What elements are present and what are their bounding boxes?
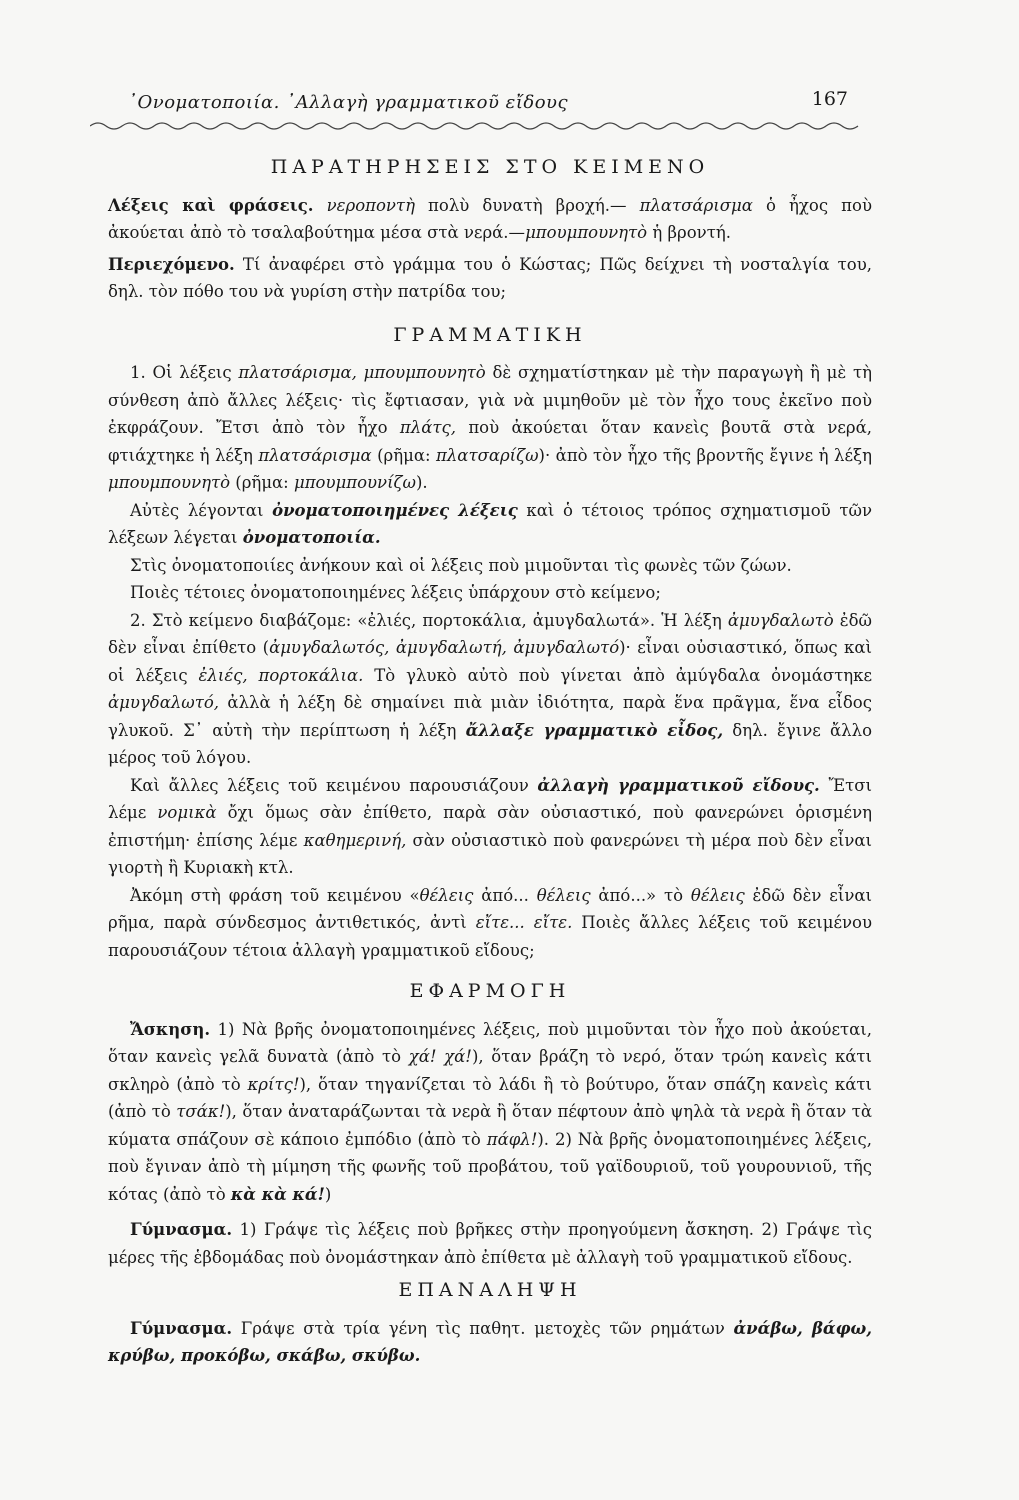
text-span: σὰν οὐσιαστικὸ ποὺ φανερώνει τὴ μέρα ποὺ δὲν εἶναι γιορτὴ ἢ Κυριακὴ κτλ. xyxy=(108,830,872,877)
text-span: ἀλλὰ ἡ λέξη δὲ σημαίνει πιὰ μιὰν ἰδιότητα, παρὰ ἕνα πρᾶγμα, ἕνα εἶδος γλυκοῦ. Σ᾽ αὐτὴ τὴν περίπτωση ἡ λέξη xyxy=(108,693,872,740)
text-span: 1. Οἱ λέξεις xyxy=(130,363,239,382)
text-span: (ρῆμα: xyxy=(230,473,294,492)
grammar-paragraph-6 xyxy=(108,772,872,882)
text-span: ). xyxy=(415,473,428,492)
term-italic: ἀμυγδαλωτὸ xyxy=(727,610,834,630)
text-span: ἐδῶ δὲν εἶναι ἐπίθετο ( xyxy=(108,610,872,657)
text-span: ) xyxy=(324,1184,332,1204)
exercise-paragraph xyxy=(108,1016,872,1209)
text-span: ἐδῶ δὲν εἶναι ρῆμα, παρὰ σύνδεσμος ἀντιθετικός, ἀντὶ xyxy=(108,885,872,932)
text-span: ), ὅταν ἀναταράζωνται τὰ νερὰ ἢ ὅταν πέφτουν ἀπὸ ψηλὰ τὰ νερὰ ἢ ὅταν τὰ κύματα σπάζουν σὲ κάποιο ἐμπόδιο (ἀπὸ τὸ xyxy=(108,1102,872,1149)
term-italic: καθημερινή, xyxy=(303,830,407,850)
text-span: ὄχι ὅμως σὰν ἐπίθετο, παρὰ σὰν οὐσιαστικό, ποὺ φανερώνει ὁρισμένη ἐπιστήμη· ἐπίσης λέμε xyxy=(108,803,872,850)
label-words-phrases: Λέξεις καὶ φράσεις. xyxy=(108,195,314,215)
term-italic: ἀμυγδαλωτό, xyxy=(108,693,220,712)
text-span: Ποιὲς ἄλλες λέξεις τοῦ κειμένου παρουσιάζουν τέτοια ἀλλαγὴ γραμματικοῦ εἴδους; xyxy=(108,913,872,960)
text-span: (ρῆμα: xyxy=(371,445,436,465)
term-bold-italic: ἀλλαγὴ γραμματικοῦ εἴδους. xyxy=(537,775,820,795)
term-italic: εἴτε... εἴτε. xyxy=(475,913,573,932)
text-span: καὶ ὁ τέτοιος τρόπος σχηματισμοῦ τῶν λέξεων λέγεται xyxy=(108,500,872,547)
text-span: Ἔτσι λέμε xyxy=(108,775,872,822)
term-bold-italic: ὀνοματοποιημένες λέξεις xyxy=(272,500,518,520)
text-span: πολὺ δυνατὴ βροχή.— xyxy=(414,195,640,215)
text-span: 1) Νὰ βρῆς ὀνοματοποιημένες λέξεις, ποὺ μιμοῦνται τὸν ἦχο ποὺ ἀκούεται, ὅταν κανεὶς γελᾶ δυνατὰ (ἀπὸ τὸ xyxy=(108,1019,872,1066)
text-span: Ἀκόμη στὴ φράση τοῦ κειμένου « xyxy=(130,885,420,905)
label-content: Περιεχόμενο. xyxy=(108,254,235,274)
term-bold-italic: κὰ κὰ κά! xyxy=(230,1184,325,1204)
text-span: ποὺ ἀκούεται ὅταν κανεὶς βουτᾶ στὰ νερά, φτιάχτηκε ἡ λέξη xyxy=(108,418,872,465)
term-italic: κρίτς! xyxy=(247,1074,300,1094)
text-span: Καὶ ἄλλες λέξεις τοῦ κειμένου παρουσιάζουν xyxy=(130,775,538,795)
label-exercise: Ἄσκηση. xyxy=(130,1019,211,1039)
drill-paragraph xyxy=(108,1216,872,1271)
text-span: Τὸ γλυκὸ αὐτὸ ποὺ γίνεται ἀπὸ ἀμύγδαλα ὀνομάστηκε xyxy=(363,665,873,685)
term-italic: ἐλιές, πορτοκάλια. xyxy=(198,665,364,685)
term-italic: πλάτς, xyxy=(399,418,456,437)
term-italic: πλατσαρίζω xyxy=(436,445,539,465)
term-neroponti: νεροποντὴ xyxy=(326,195,415,215)
text-span: ). 2) Νὰ βρῆς ὀνοματοποιημένες λέξεις, ποὺ ἔγιναν ἀπὸ τὴ μίμηση τῆς φωνῆς τοῦ προβάτου, τοῦ γαϊδουριοῦ, τοῦ γουρουνιοῦ, τῆς κότας (ἀπὸ τὸ xyxy=(108,1129,873,1204)
term-italic: θέλεις xyxy=(419,885,474,905)
term-italic: ἀμυγδαλωτός, ἀμυγδαλωτή, ἀμυγδαλωτό xyxy=(269,638,620,657)
header-title: ᾽Ονοματοποιία. ᾽Αλλαγὴ γραμματικοῦ εἴδους xyxy=(128,92,569,113)
term-bold-italic: ὀνοματοποιία. xyxy=(242,528,381,547)
term-bold-italic: ἄλλαξε γραμματικὸ εἶδος, xyxy=(465,720,724,740)
term-italic: πάφλ! xyxy=(486,1129,538,1149)
text-span: 1) Γράψε τὶς λέξεις ποὺ βρῆκες στὴν προηγούμενη ἄσκηση. 2) Γράψε τὶς μέρες τῆς ἑβδομάδας ποὺ ὀνομάστηκαν ἀπὸ ἐπίθετα μὲ ἀλλαγὴ τοῦ γραμματικοῦ εἴδους. xyxy=(108,1220,872,1267)
text-span: ὁ ἦχος ποὺ ἀκούεται ἀπὸ τὸ τσαλαβούτημα μέσα στὰ νερά.— xyxy=(108,195,872,242)
grammar-paragraph-3: Στὶς ὀνοματοποιίες ἀνήκουν καὶ οἱ λέξεις ποὺ μιμοῦνται τὶς φωνὲς τῶν ζώων. xyxy=(130,555,792,575)
paragraph-words-phrases xyxy=(108,192,872,247)
term-italic: πλατσάρισμα, μπουμπουνητὸ xyxy=(238,363,486,382)
term-italic: μπουμπουνίζω xyxy=(293,473,416,492)
text-span: )· ἀπὸ τὸν ἦχο τῆς βροντῆς ἔγινε ἡ λέξη xyxy=(538,445,872,465)
text-span: ἀπό...» τὸ xyxy=(590,885,691,905)
page-number: 167 xyxy=(811,88,848,110)
wavy-rule-divider xyxy=(90,118,860,134)
text-span: δηλ. ἔγινε ἄλλο μέρος τοῦ λόγου. xyxy=(108,720,873,767)
grammar-paragraph-7 xyxy=(108,882,872,965)
grammar-paragraph-2 xyxy=(108,497,872,552)
paragraph-content xyxy=(108,251,872,306)
term-italic: θέλεις xyxy=(690,885,745,905)
text-span: δὲ σχηματίστηκαν μὲ τὴν παραγωγὴ ἢ μὲ τὴ σύνθεση ἀπὸ ἄλλες λέξεις· τὶς ἔφτιασαν, γιὰ νὰ μιμηθοῦν μὲ τὸν ἦχο τους ἐκεῖνο ποὺ ἐκφράζουν. Ἔτσι ἀπὸ τὸν ἦχο xyxy=(108,363,872,437)
term-italic: τσάκ! xyxy=(176,1102,226,1121)
grammar-paragraph-5 xyxy=(108,607,872,772)
text-span: Τί ἀναφέρει στὸ γράμμα του ὁ Κώστας; Πῶς δείχνει τὴ νοσταλγία του, δηλ. τὸν πόθο του νὰ γυρίση στὴν πατρίδα του; xyxy=(108,254,872,301)
label-drill: Γύμνασμα. xyxy=(130,1220,233,1239)
term-boubounito: μπουμπουνητὸ xyxy=(525,223,648,242)
term-italic: χά! χά! xyxy=(408,1047,472,1066)
term-italic: πλατσάρισμα xyxy=(258,445,372,465)
term-platsarisma: πλατσάρισμα xyxy=(639,195,753,215)
review-drill-paragraph xyxy=(108,1315,872,1370)
heading-observations: ΠΑΡΑΤΗΡΗΣΕΙΣ ΣΤΟ ΚΕΙΜΕΝΟ xyxy=(270,156,710,178)
label-review-drill: Γύμνασμα. xyxy=(130,1318,233,1338)
heading-review: ΕΠΑΝΑΛΗΨΗ xyxy=(398,1279,582,1301)
text-span: 2. Στὸ κείμενο διαβάζομε: «ἐλιές, πορτοκάλια, ἀμυγδαλωτά». Ἡ λέξη xyxy=(130,610,728,630)
text-span: ἡ βροντή. xyxy=(647,223,731,242)
text-span: Γράψε στὰ τρία γένη τὶς παθητ. μετοχὲς τῶν ρημάτων xyxy=(232,1318,734,1338)
heading-application: ΕΦΑΡΜΟΓΗ xyxy=(409,980,571,1002)
term-italic: θέλεις xyxy=(536,885,591,905)
grammar-paragraph-4: Ποιὲς τέτοιες ὀνοματοποιημένες λέξεις ὑπάρχουν στὸ κείμενο; xyxy=(130,583,661,602)
text-span: Αὐτὲς λέγονται xyxy=(130,500,273,520)
text-span: ), ὅταν τηγανίζεται τὸ λάδι ἢ τὸ βούτυρο, ὅταν σπάζη κανεὶς κάτι (ἀπὸ τὸ xyxy=(108,1074,872,1121)
heading-grammar: ΓΡΑΜΜΑΤΙΚΗ xyxy=(393,323,587,346)
page-content xyxy=(108,148,872,1370)
text-span: ἀπό... xyxy=(473,885,537,905)
term-bold-italic: ἀνάβω, βάφω, κρύβω, προκόβω, σκάβω, σκύβω. xyxy=(108,1318,872,1365)
text-span: ), ὅταν βράζη τὸ νερό, ὅταν τρώη κανεὶς κάτι σκληρὸ (ἀπὸ τὸ xyxy=(108,1047,872,1094)
term-italic: νομικὰ xyxy=(157,803,217,822)
grammar-paragraph-1 xyxy=(108,359,872,497)
term-italic: μπουμπουνητὸ xyxy=(108,473,231,492)
text-span: )· εἶναι οὐσιαστικό, ὅπως καὶ οἱ λέξεις xyxy=(108,638,872,685)
